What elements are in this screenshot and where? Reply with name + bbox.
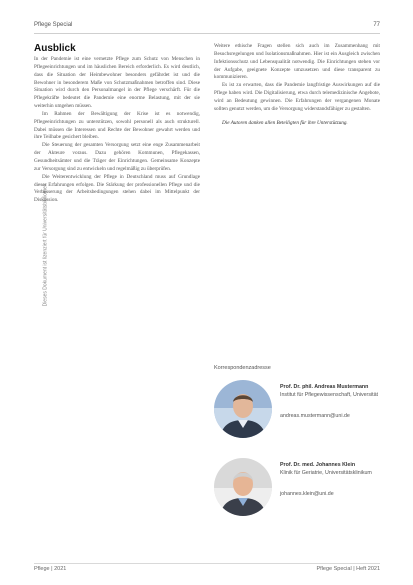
- paragraph: Die Weiterentwicklung der Pflege in Deutschland muss auf Grundlage dieser Erfahrungen erfolgen. Die Stärkung der professionellen Pflege und die Verbesserung der Arbeitsbedingungen stehen dabei im Mittelpunkt der Diskussion.: [34, 173, 200, 204]
- header-rule: [34, 33, 380, 34]
- right-column: [214, 43, 380, 127]
- author-name: Prof. Dr. phil. Andreas Mustermann: [280, 384, 369, 390]
- left-column: [34, 56, 200, 205]
- sidebar-license: Dieses Dokument ist lizenziert für Universitätsbibliothek: [42, 183, 49, 307]
- paragraph: Im Rahmen der Bewältigung der Krise ist es notwendig, Pflegeeinrichtungen zu unterstützen, sowohl personell als auch strukturell. Dabei müssen die Interessen und Rechte der Bewohner gewahrt werden und ihre Teilhabe gesichert bleiben.: [34, 110, 200, 141]
- paragraph: Es ist zu erwarten, dass die Pandemie langfristige Auswirkungen auf die Pflege haben wird. Die Digitalisierung, etwa durch telemedizinische Angebote, wird an Bedeutung gewinnen. Die Erfahrungen der vergangenen Monate sollten genutzt werden, um die Versorgung widerstandsfähiger zu gestalten.: [214, 82, 380, 112]
- footer-left: Pflege | 2021: [34, 566, 67, 572]
- author-card: [214, 380, 384, 450]
- page-number: 77: [373, 22, 380, 28]
- author-contact[interactable]: andreas.mustermann@uni.de: [280, 413, 350, 420]
- acknowledgement: Die Autoren danken allen Beteiligten für ihre Unterstützung.: [222, 119, 348, 126]
- footer-right: Pflege Special | Heft 2021: [316, 566, 380, 572]
- section-title: Ausblick: [34, 43, 76, 54]
- author-photo: [214, 380, 272, 438]
- author-name: Prof. Dr. med. Johannes Klein: [280, 462, 356, 468]
- author-photo: [214, 458, 272, 516]
- paragraph: Die Steuerung der gesamten Versorgung setzt eine enge Zusammenarbeit der Akteure voraus. Dazu gehören Kommunen, Pflegekassen, Gesundheitsämter und die Träger der Einrichtungen. Gemeinsame Konzepte zur Versorgung sind zu entwickeln und regelmäßig zu überprüfen.: [34, 142, 200, 172]
- page-footer: [34, 566, 380, 576]
- paragraph: Weitere ethische Fragen stellen sich auch im Zusammenhang mit Besuchsregelungen und Isolationsmaßnahmen. Hier ist ein Ausgleich zwischen Infektionsschutz und Lebensqualität notwendig. Die Einrichtungen stehen vor der Aufgabe, geeignete Konzepte umzusetzen und diese transparent zu kommunizieren.: [214, 43, 380, 81]
- author-contact[interactable]: johannes.klein@uni.de: [280, 491, 334, 498]
- authors-heading: Korrespondenzadresse: [214, 365, 271, 371]
- footer-rule: [34, 563, 380, 564]
- author-info: [280, 384, 384, 421]
- author-info: [280, 462, 384, 499]
- author-affiliation: Institut für Pflegewissenschaft, Universität: [280, 391, 379, 398]
- author-card: [214, 458, 384, 528]
- author-affiliation: Klinik für Geriatrie, Universitätsklinikum: [280, 469, 372, 476]
- header-left: Pflege Special: [34, 22, 73, 28]
- paragraph: In der Pandemie ist eine vernetzte Pflege zum Schutz von Menschen in Pflegeeinrichtungen und im häuslichen Bereich erforderlich. Es wird deutlich, dass die Situation der Heimbewohner besonders gefährdet ist und die Bewohner in besonderem Maße von Schutzmaßnahmen betroffen sind. Diese Situation wird durch den Personalmangel in der Pflege verschärft. Für die Pflegekräfte bedeutet die Pandemie eine enorme Belastung, mit der sie weiterhin umgehen müssen.: [34, 56, 200, 110]
